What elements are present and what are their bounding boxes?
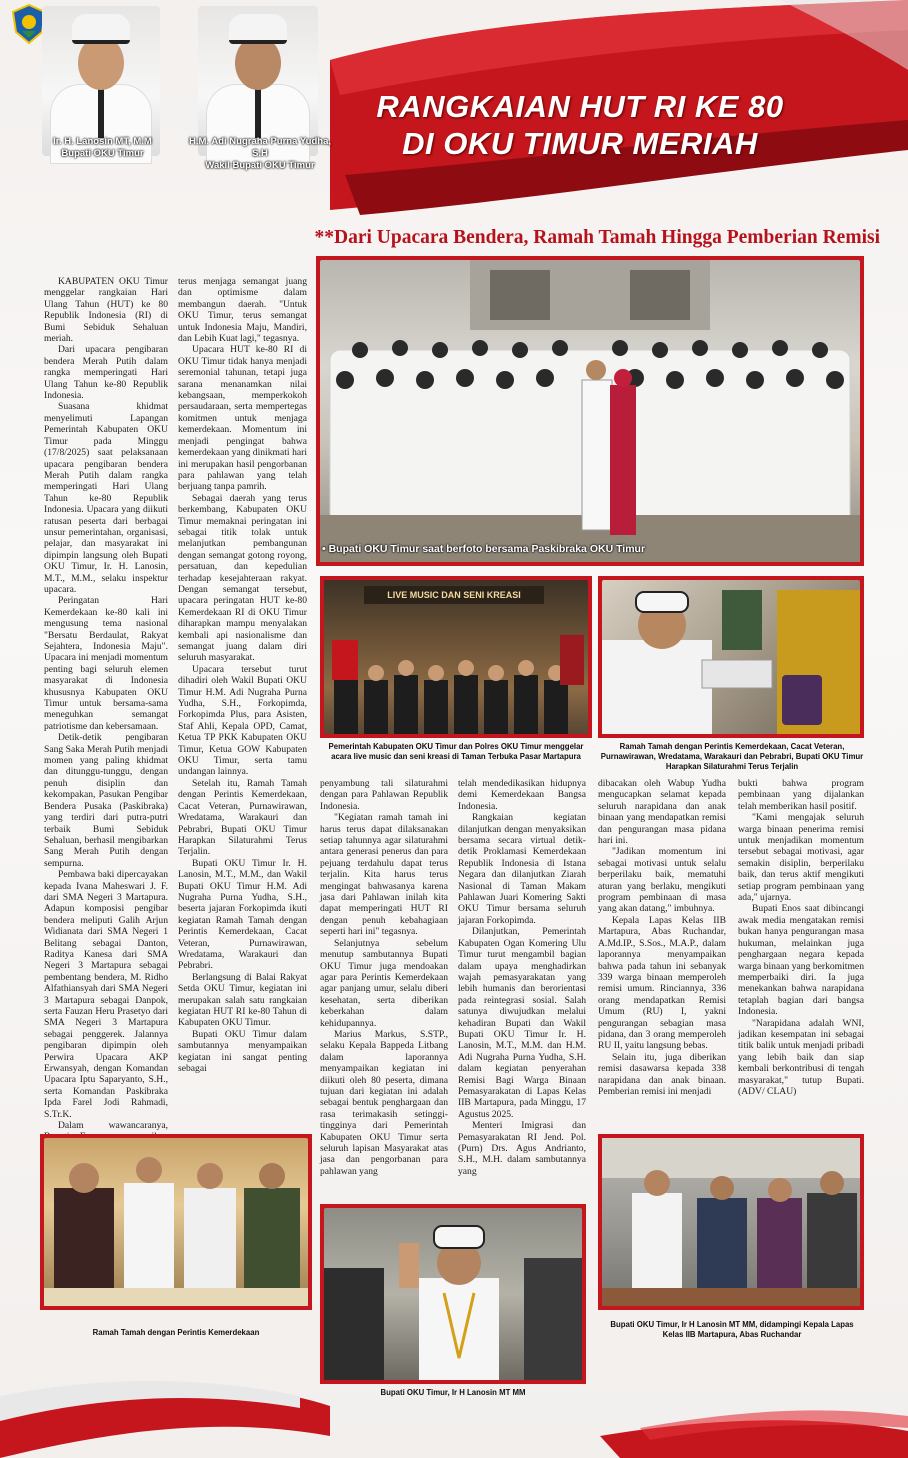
page-title (345, 88, 815, 162)
page-subtitle: **Dari Upacara Bendera, Ramah Tamah Hingga Pemberian Remisi (314, 227, 880, 248)
paskibraka-caption: • Bupati OKU Timur saat berfoto bersama Paskibraka OKU Timur (322, 543, 646, 555)
paragraph: Marius Markus, S.STP., selaku Kepala Bappeda Litbang dalam laporannya menyampaikan kegiatan ini diikuti oleh 80 peserta, dimana tujuan dari kegiatan ini adalah sebagai bentuk penghargaan dan rasa terimakasih setinggi-tingginya dari Pemerintah Kabupaten OKU Timur serta seluruh lapisan Masyarakat atas jasa dan pengorbanan para pahlawan yang (320, 1028, 448, 1177)
wakil-title: Wakil Bupati OKU Timur (205, 160, 315, 171)
bupati-name: Ir. H. Lanosin MT, M.M (53, 136, 152, 147)
paragraph: Detik-detik pengibaran Sang Saka Merah Putih menjadi momen yang paling khidmat dan ditunggu-tunggu, dengan penuh disiplin dan kekompakan, Pasukan Pengibar Bendera Pusaka (Paskibraka) yang terdiri dari putra-putri terbaik Bumi Sebiduk Sehaluan, berhasil mengibarkan Sang Merah Putih dengan sempurna. (44, 732, 168, 869)
paragraph: Selanjutnya sebelum menutup sambutannya Bupati OKU Timur juga mendoakan agar para Perintis Kemerdekaan agar panjang umur, selalu diberi kesehatan, serta diberikan keberkahan dalam kehidupannya. (320, 937, 448, 1029)
paragraph: dibacakan oleh Wabup Yudha mengucapkan selamat kepada seluruh narapidana dan anak binaan yang mendapatkan remisi dan pengurangan masa pidana hari ini. (598, 778, 726, 847)
wakil-name: H.M. Adi Nugraha Purna Yudha, S.H (189, 136, 331, 159)
paragraph: Bupati OKU Timur dalam sambutannya menyampaikan kegiatan ini sangat penting sebagai (178, 1028, 307, 1075)
bupati-caption-bottom: Bupati OKU Timur, Ir H Lanosin MT MM (380, 1388, 526, 1397)
paragraph: terus menjaga semangat juang dan optimisme dalam membangun daerah. "Untuk OKU Timur, terus semangat untuk Indonesia Maju, Mandiri, dan Lebih Kuat lagi," tegasnya. (178, 276, 307, 345)
paragraph: bukti bahwa program pembinaan yang dijalankan telah memberikan hasil positif. (738, 778, 864, 812)
paragraph: Sebagai daerah yang terus berkembang, Kabupaten OKU Timur memaknai peringatan ini sebagai titik tolak untuk melanjutkan pembangunan dengan semangat gotong royong, persatuan, dan kepedulian terhadap kesejahteraan rakyat. Dengan semangat tersebut, upacara peringatan HUT ke-80 Kemerdekaan RI di OKU Timur diharapkan mampu menyalakan kembali api nasionalisme dan semangat juang dalam diri seluruh masyarakat. (178, 492, 307, 664)
ramahtamah-top-photo (602, 580, 860, 734)
oku-timur-logo-icon (12, 4, 46, 44)
paragraph: Setelah itu, Ramah Tamah dengan Perintis Kemerdekaan, Cacat Veteran, Purnawirawan, Wredatama, Warakauri dan Pebrabri, Bupati OKU Timur Harapkan Silaturahmi Terus Terjalin. (178, 777, 307, 858)
ramahtamah-bottom-photo (44, 1138, 308, 1306)
paragraph: Suasana khidmat menyelimuti Lapangan Pemerintah Kabupaten OKU Timur pada Minggu (17/8/2025) saat pelaksanaan upacara pengibaran bendera Merah Putih dalam rangka memperingati Hari Ulang Tahun ke-80 Republik Indonesia. Upacara yang diikuti ratusan peserta dari berbagai unsur pemerintahan, organisasi, pelajar, dan masyarakat ini dipimpin langsung oleh Bupati OKU Timur, Ir. H. Lanosin, M.T., M.M., selaku inspektur upacara. (44, 401, 168, 595)
livemusic-photo (324, 580, 588, 734)
paragraph: telah mendedikasikan hidupnya demi Kemerdekaan Bangsa Indonesia. (458, 778, 586, 812)
paragraph: Bupati Enos saat dibincangi awak media mengatakan remisi bukan hanya pengurangan masa hukuman, melainkan juga penghargaan negara kepada warga binaan yang berkomitmen memperbaiki diri. Ia juga menekankan bahwa narapidana tetaplah bagian dari bangsa Indonesia. (738, 903, 864, 1018)
paragraph: Peringatan Hari Kemerdekaan ke-80 kali ini mengusung tema nasional "Bersatu Berdaulat, Rakyat Sejahtera, Indonesia Maju". Upacara ini menjadi momentum penting bagi seluruh elemen masyarakat di Indonesia khususnya Kabupaten OKU Timur untuk bersama-sama meneguhkan semangat patriotisme dan kebersamaan. (44, 595, 168, 732)
title-line-2: DI OKU TIMUR MERIAH (402, 126, 758, 161)
paragraph: Berlangsung di Balai Rakyat Setda OKU Timur, kegiatan ini merupakan salah satu rangkaian kegiatan HUT RI ke-80 Tahun di Kabupaten OKU Timur. (178, 971, 307, 1029)
paragraph: "Kegiatan ramah tamah ini harus terus dapat dilaksanakan setiap tahunnya agar silaturahmi antara generasi penerus dan para pejuang terdahulu dapat terus terjalin. Kita harus terus mengingat bahwasanya karena jasa dari Pahlawan inilah kita dapat memperingati HUT RI dengan penuh kebahagiaan seperti hari ini" tegasnya. (320, 812, 448, 938)
ramahtamah-top-caption: Ramah Tamah dengan Perintis Kemerdekaan, Cacat Veteran, Purnawirawan, Wredatama, Warakauri dan Pebrabri, Bupati OKU Timur Harapkan Silaturahmi Terus Terjalin (600, 742, 864, 771)
title-line-1: RANGKAIAN HUT RI KE 80 (376, 89, 784, 124)
wakil-bupati-portrait (198, 6, 318, 156)
paragraph: "Narapidana adalah WNI, jadikan kesempatan ini sebagai titik balik untuk menjadi pribadi yang lebih baik dan siap kembali berkontribusi di tengah masyarakat," tutup Bupati. (ADV/ CLAU) (738, 1017, 864, 1097)
article-column-1 (44, 276, 168, 1132)
paragraph: Selain itu, juga diberikan remisi dasawarsa kepada 338 narapidana dan anak binaan. Pemberian remisi ini menjadi (598, 1051, 726, 1097)
paragraph: KABUPATEN OKU Timur menggelar rangkaian Hari Ulang Tahun (HUT) ke 80 Republik Indonesia (RI) di Bumi Sebiduk Sehaluan meriah. (44, 276, 168, 345)
article-column-6 (738, 778, 864, 1100)
paragraph: Pembawa baki dipercayakan kepada Ivana Maheswari J. F. dari SMA Negeri 3 Martapura. Adapun komposisi pengibar bendera meliputi Galih Arjun Widianata dari SMA Negeri 1 Belitang sebagai Danton, Raditya Kanesa dari SMA Negeri 3 Martapura sebagai pembentang bendera, M. Ridho Alfathiansyah dari SMA Negeri 3 Martapura sebagai Danpok, serta Fauzan Heru Prasetyo dari SMA Negeri 3 Martapura sebagai penggerek. Jalannya pengibaran dipimpin oleh Perwira Upacara AKP Erwansyah, dengan Komandan Upacara Iptu Saparyanto, S.H., serta Komandan Paskibraka Ipda Farel Jodi Rahmadi, S.Tr.K. (44, 869, 168, 1120)
paragraph: Dari upacara pengibaran bendera Merah Putih dalam rangka memperingati Hari Ulang Tahun ke-80 Republik Indonesia. (44, 344, 168, 402)
livemusic-crowd (324, 580, 588, 734)
bottom-flag-swoosh (0, 1376, 908, 1458)
lapas-caption: Bupati OKU Timur, Ir H Lanosin MT MM, didampingi Kepala Lapas Kelas IIB Martapura, Abas Ruchandar (610, 1320, 854, 1339)
paragraph: Upacara HUT ke-80 RI di OKU Timur tidak hanya menjadi seremonial tahunan, tetapi juga sarana menanamkan nilai kebangsaan, memperkokoh persaudaraan, serta mempertegas komitmen untuk menjaga kemerdekaan. Momentum ini menjadi pengingat bahwa kemerdekaan yang dinikmati hari ini merupakan hasil pengorbanan para pahlawan yang telah berjuang tanpa pamrih. (178, 344, 307, 493)
paragraph: penyambung tali silaturahmi dengan para Pahlawan Republik Indonesia. (320, 778, 448, 812)
bupati-caption (40, 136, 165, 160)
bupati-title: Bupati OKU Timur (61, 148, 144, 159)
paragraph: "Jadikan momentum ini sebagai motivasi untuk selalu berperilaku baik, mematuhi aturan yang berlaku, mengikuti program pembinaan di masa yang akan datang," imbuhnya. (598, 846, 726, 915)
article-column-5 (598, 778, 726, 1100)
paragraph: Dilanjutkan, Pemerintah Kabupaten Ogan Komering Ulu Timur turut mengambil bagian dalam upaya menghadirkan wajah pemasyarakatan yang lebih humanis dan berorientasi pada reintegrasi sosial. Salah satunya diwujudkan melalui kehadiran Bupati dan Wakil Bupati OKU Timur Ir. H. Lanosin, M.T., M.M. dan H.M. Adi Nugraha Purna Yudha, S.H. dalam kegiatan penyerahan Remisi Bagi Warga Binaan Pemasyarakatan di Lapas Kelas IIB Martapura, pada Minggu, 17 Agustus 2025. (458, 926, 586, 1120)
paragraph: "Kami mengajak seluruh warga binaan penerima remisi untuk menjadikan momentum tersebut sebagai motivasi, agar semakin disiplin, berperilaku baik, dan terus aktif mengikuti setiap program pembinaan yang ada," ujarnya. (738, 812, 864, 904)
bupati-portrait (42, 6, 160, 156)
paragraph: Kepala Lapas Kelas IIB Martapura, Abas Ruchandar, A.Md.IP., S.Sos., M.A.P., dalam laporannya menyampaikan bahwa pada tahun ini sebanyak 339 warga binaan memperoleh remisi umum. Rinciannya, 336 orang mendapatkan Remisi Umum (RU) I, yakni pengurangan sebagian masa pidana, dan 3 orang memperoleh RU II, yaitu langsung bebas. (598, 914, 726, 1052)
article-column-4 (458, 778, 586, 1177)
paragraph: Menteri Imigrasi dan Pemasyarakatan RI Jend. Pol. (Purn) Drs. Agus Andrianto, S.H., M.H. dalam sambutannya yang (458, 1120, 586, 1177)
livemusic-banner: LIVE MUSIC DAN SENI KREASI (364, 586, 544, 604)
paragraph: Rangkaian kegiatan dilanjutkan dengan menyaksikan bersama secara virtual detik-detik Proklamasi Kemerdekaan Republik Indonesia di Istana Negara dan dilanjutkan Ziarah Nasional di Taman Makam Pahlawan Juari Komering Sakti OKU Timur bersama seluruh jajaran Forkopimda. (458, 812, 586, 926)
paragraph: Bupati OKU Timur Ir. H. Lanosin, M.T., M.M., dan Wakil Bupati OKU Timur H.M. Adi Nugraha Purna Yudha, S.H., beserta jajaran Forkopimda ikuti kegiatan Ramah Tamah dengan Perintis Kemerdekaan, Cacat Veteran, Purnawirawan, Wredatama, Warakauri dan Pebrabri. (178, 857, 307, 972)
paragraph: Dalam wawancaranya, (58, 1120, 168, 1132)
ramahtamah-bottom-scene (44, 1138, 308, 1306)
wakil-caption (185, 136, 335, 172)
livemusic-caption: Pemerintah Kabupaten OKU Timur dan Polres OKU Timur menggelar acara live music dan seni kreasi di Taman Terbuka Pasar Martapura (328, 742, 584, 761)
lapas-photo (602, 1138, 860, 1306)
lapas-scene (602, 1138, 860, 1306)
paskibraka-photo (320, 260, 860, 562)
article-column-2 (178, 276, 307, 1075)
ramahtamah-top-scene (602, 580, 860, 734)
bupati-scene (324, 1208, 582, 1380)
bupati-photo (324, 1208, 582, 1380)
paskibraka-scene (320, 260, 860, 562)
ramahtamah-bottom-caption: Ramah Tamah dengan Perintis Kemerdekaan (92, 1328, 260, 1337)
paragraph: Upacara tersebut turut dihadiri oleh Wakil Bupati OKU Timur H.M. Adi Nugraha Purna Yudha, S.H., Forkopimda, Forkopimda Plus, para Asisten, Staf Ahli, Kepala OPD, Camat, Ketua TP PKK Kabupaten OKU Timur, Ketua GOW Kabupaten OKU Timur, serta tamu undangan lainnya. (178, 663, 307, 778)
header-band (0, 0, 908, 225)
article-column-3 (320, 778, 448, 1177)
